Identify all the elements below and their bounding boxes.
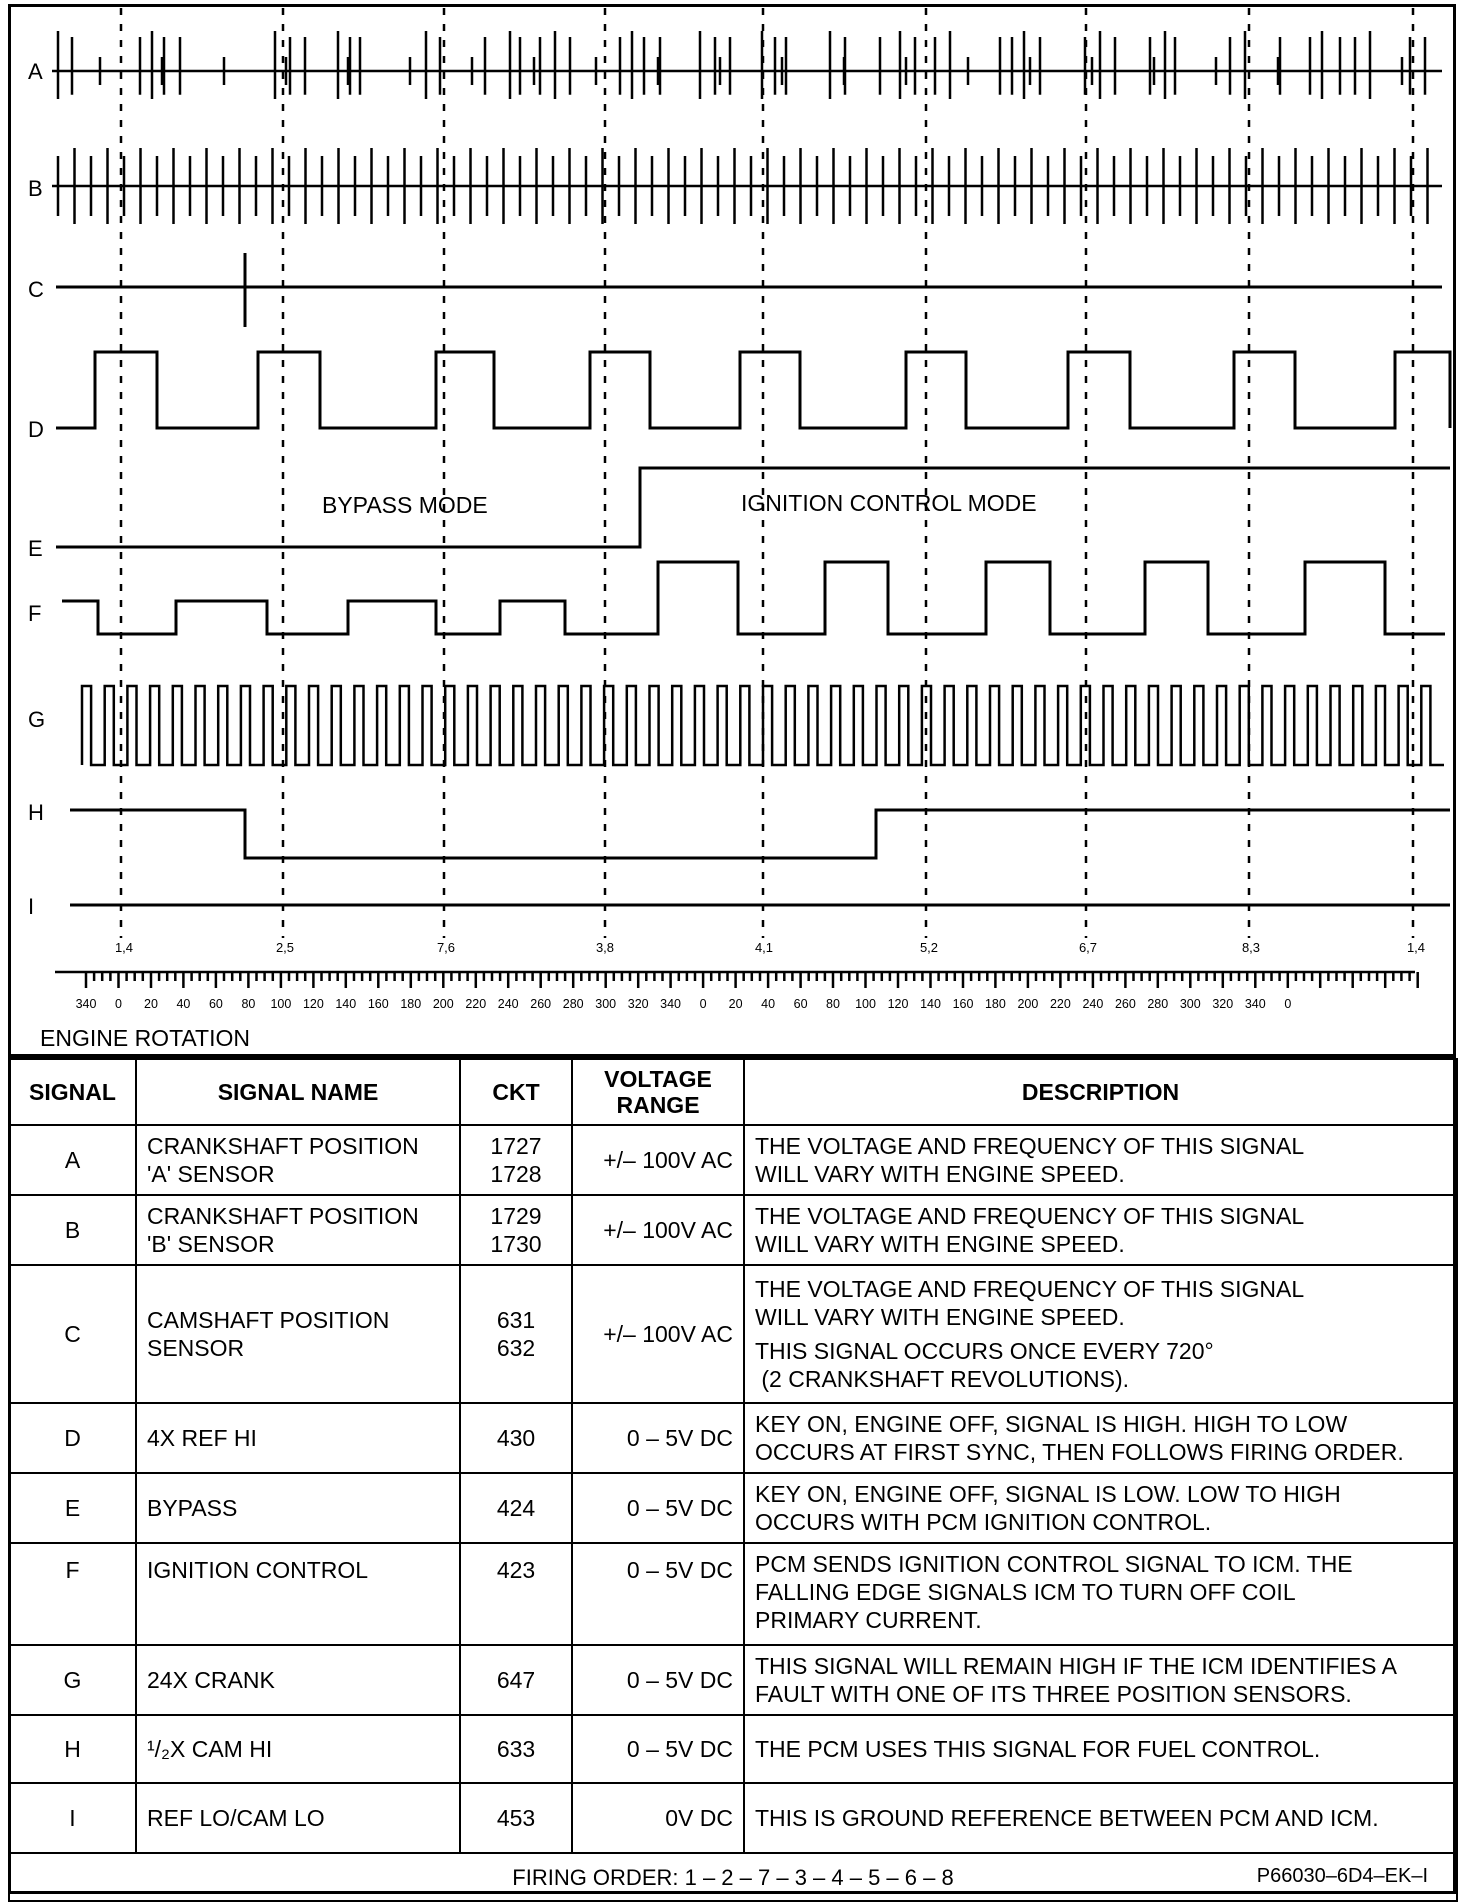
rotation-tick-label: 240 [1082,997,1104,1011]
name-line: 'A' SENSOR [147,1161,275,1187]
bypass-mode-label: BYPASS MODE [322,492,488,518]
description-line: THE VOLTAGE AND FREQUENCY OF THIS SIGNAL [755,1133,1305,1159]
ckt-line: 1727 [490,1133,542,1159]
engine-rotation-label: ENGINE ROTATION [40,1025,250,1051]
table-row [9,1403,1457,1473]
cell-voltage: 0 – 5V DC [572,1473,744,1543]
rotation-tick-label: 120 [302,997,324,1011]
name-line: CRANKSHAFT POSITION [147,1133,419,1159]
cell-signal-name: BYPASS [136,1473,460,1543]
header-voltage-line: VOLTAGE [604,1066,712,1092]
cylinder-marker: 8,3 [1241,940,1261,955]
cell-voltage: +/– 100V AC [572,1265,744,1403]
cell-description: THE PCM USES THIS SIGNAL FOR FUEL CONTROL. [744,1715,1457,1783]
signal-label-g: G [28,707,46,732]
signal-label-d: D [28,417,44,442]
rotation-tick-label: 300 [1179,997,1201,1011]
cell-voltage: +/– 100V AC [572,1195,744,1265]
rotation-tick-label: 40 [761,997,776,1011]
rotation-tick-label: 60 [793,997,808,1011]
signal-label-a: A [28,59,43,84]
cell-signal: D [9,1403,136,1473]
description-line: THIS SIGNAL OCCURS ONCE EVERY 720° [755,1338,1214,1364]
cell-ckt [460,1265,572,1403]
cell-voltage: 0 – 5V DC [572,1645,744,1715]
rotation-tick-label: 260 [530,997,552,1011]
ignition-control-mode-label: IGNITION CONTROL MODE [741,490,1037,516]
rotation-tick-label: 100 [270,997,292,1011]
firing-order: FIRING ORDER: 1 – 2 – 7 – 3 – 4 – 5 – 6 – 8 [512,1864,954,1890]
rotation-tick-label: 40 [176,997,191,1011]
cell-signal: A [9,1125,136,1195]
cell-voltage: 0 – 5V DC [572,1543,744,1645]
cell-signal: E [9,1473,136,1543]
name-line: CAMSHAFT POSITION [147,1307,390,1333]
description-line: KEY ON, ENGINE OFF, SIGNAL IS LOW. LOW TO HIGH [755,1481,1341,1507]
rotation-tick-label: 140 [920,997,941,1011]
ckt-line: 1730 [490,1231,542,1257]
table-header-row [9,1059,1457,1125]
cell-ckt [460,1195,572,1265]
cell-ckt: 647 [460,1645,572,1715]
table-row [9,1645,1457,1715]
ckt-line: 1729 [490,1203,542,1229]
cell-signal: H [9,1715,136,1783]
cell-signal: F [9,1543,136,1645]
table-row [9,1715,1457,1783]
cell-voltage: 0 – 5V DC [572,1403,744,1473]
table-row [9,1543,1457,1645]
table-row [9,1473,1457,1543]
rotation-tick-label: 280 [562,997,584,1011]
waveform-c [56,253,1442,327]
cell-ckt: 424 [460,1473,572,1543]
cylinder-marker: 7,6 [436,940,456,955]
rotation-tick-label: 200 [1017,997,1039,1011]
description-line: OCCURS AT FIRST SYNC, THEN FOLLOWS FIRING ORDER. [755,1439,1404,1465]
description-line: PRIMARY CURRENT. [755,1607,982,1633]
rotation-tick-label: 80 [241,997,256,1011]
header-range-line: RANGE [616,1092,700,1118]
signal-label-h: H [28,800,44,825]
cell-signal-name: 24X CRANK [136,1645,460,1715]
cell-voltage: 0 – 5V DC [572,1715,744,1783]
rotation-tick-label: 260 [1114,997,1136,1011]
cell-voltage: +/– 100V AC [572,1125,744,1195]
rotation-tick-label: 120 [887,997,909,1011]
name-line: 'B' SENSOR [147,1231,275,1257]
signal-label-i: I [28,894,35,919]
cylinder-marker: 6,7 [1078,940,1098,955]
description-line: THIS SIGNAL WILL REMAIN HIGH IF THE ICM IDENTIFIES A [755,1653,1397,1679]
description-line: WILL VARY WITH ENGINE SPEED. [755,1161,1125,1187]
cell-signal-name [136,1125,460,1195]
ckt-line: 632 [496,1335,536,1361]
rotation-tick-label: 180 [400,997,422,1011]
cell-description [744,1403,1457,1473]
waveform-b [52,148,1442,224]
name-line: SENSOR [147,1335,245,1361]
signal-label-f: F [28,601,42,626]
rotation-tick-label: 320 [1212,997,1234,1011]
cylinder-marker: 2,5 [275,940,295,955]
rotation-tick-label: 240 [497,997,519,1011]
rotation-tick-label: 20 [728,997,743,1011]
header-ckt: CKT [460,1059,572,1125]
header-voltage-range [572,1059,744,1125]
ckt-line: 1728 [490,1161,542,1187]
rotation-tick-label: 20 [144,997,158,1011]
rotation-tick-label: 340 [75,997,97,1011]
cylinder-marker: 1,4 [114,940,134,955]
cell-ckt [460,1125,572,1195]
waveform-h [70,810,1450,858]
rotation-tick-label: 340 [660,997,682,1011]
cylinder-marker: 1,4 [1406,940,1426,955]
rotation-tick-label: 60 [208,997,223,1011]
ckt-line: 631 [496,1307,536,1333]
rotation-tick-label: 0 [1284,997,1292,1011]
description-paragraph [755,1337,1446,1393]
header-signal: SIGNAL [9,1059,136,1125]
rotation-tick-label: 140 [335,997,357,1011]
cell-description [744,1125,1457,1195]
cell-signal-name [136,1265,460,1403]
description-line: OCCURS WITH PCM IGNITION CONTROL. [755,1509,1212,1535]
rotation-tick-label: 300 [595,997,617,1011]
rotation-tick-label: 220 [1049,997,1071,1011]
table-row [9,1195,1457,1265]
cell-description [744,1645,1457,1715]
description-line: FAULT WITH ONE OF ITS THREE POSITION SENSORS. [755,1681,1352,1707]
signal-label-b: B [28,176,43,201]
waveform-d [56,352,1450,428]
rotation-tick-label: 200 [432,997,454,1011]
signal-table [8,1058,1458,1902]
cell-description [744,1543,1457,1645]
description-line: THE VOLTAGE AND FREQUENCY OF THIS SIGNAL [755,1276,1305,1302]
cylinder-marker: 4,1 [754,940,774,955]
rotation-tick-label: 0 [699,997,707,1011]
cell-signal: I [9,1783,136,1853]
rotation-tick-label: 180 [984,997,1006,1011]
cell-voltage: 0V DC [572,1783,744,1853]
rotation-tick-label: 280 [1147,997,1169,1011]
cell-signal-name: IGNITION CONTROL [136,1543,460,1645]
signal-label-c: C [28,277,44,302]
description-line: KEY ON, ENGINE OFF, SIGNAL IS HIGH. HIGH TO LOW [755,1411,1348,1437]
rotation-tick-label: 100 [855,997,876,1011]
signal-label-e: E [28,536,43,561]
header-signal-name: SIGNAL NAME [136,1059,460,1125]
description-paragraph [755,1275,1446,1331]
waveform-f [62,562,1445,634]
cell-signal-name: 4X REF HI [136,1403,460,1473]
rotation-tick-label: 340 [1244,997,1266,1011]
description-line: WILL VARY WITH ENGINE SPEED. [755,1231,1125,1257]
cell-ckt: 430 [460,1403,572,1473]
cell-signal: C [9,1265,136,1403]
cell-signal: B [9,1195,136,1265]
cell-signal-name: ¹/₂X CAM HI [136,1715,460,1783]
footer-cell [9,1853,1457,1901]
rotation-tick-label: 80 [826,997,840,1011]
description-line: WILL VARY WITH ENGINE SPEED. [755,1304,1125,1330]
header-description: DESCRIPTION [744,1059,1457,1125]
cell-description [744,1195,1457,1265]
rotation-tick-label: 0 [115,997,122,1011]
footer-row [9,1853,1457,1901]
waveform-a [52,31,1442,99]
cell-signal-name [136,1195,460,1265]
name-line: CRANKSHAFT POSITION [147,1203,419,1229]
rotation-tick-label: 160 [952,997,974,1011]
table-row [9,1125,1457,1195]
description-line: (2 CRANKSHAFT REVOLUTIONS). [755,1366,1130,1392]
cell-description [744,1265,1457,1403]
cell-ckt: 423 [460,1543,572,1645]
cell-ckt: 633 [460,1715,572,1783]
description-line: PCM SENDS IGNITION CONTROL SIGNAL TO ICM. THE [755,1551,1353,1577]
figure-code: P66030–6D4–EK–I [1256,1865,1428,1887]
cylinder-marker: 3,8 [595,940,615,955]
rotation-tick-label: 220 [465,997,487,1011]
table-row [9,1783,1457,1853]
cylinder-marker: 5,2 [919,940,939,955]
table-row [9,1265,1457,1403]
description-line: THE VOLTAGE AND FREQUENCY OF THIS SIGNAL [755,1203,1305,1229]
description-line: FALLING EDGE SIGNALS ICM TO TURN OFF COIL [755,1579,1296,1605]
rotation-tick-label: 160 [367,997,389,1011]
cell-ckt: 453 [460,1783,572,1853]
cell-description: THIS IS GROUND REFERENCE BETWEEN PCM AND ICM. [744,1783,1457,1853]
rotation-tick-label: 320 [627,997,649,1011]
cell-signal-name: REF LO/CAM LO [136,1783,460,1853]
cell-signal: G [9,1645,136,1715]
cell-description [744,1473,1457,1543]
